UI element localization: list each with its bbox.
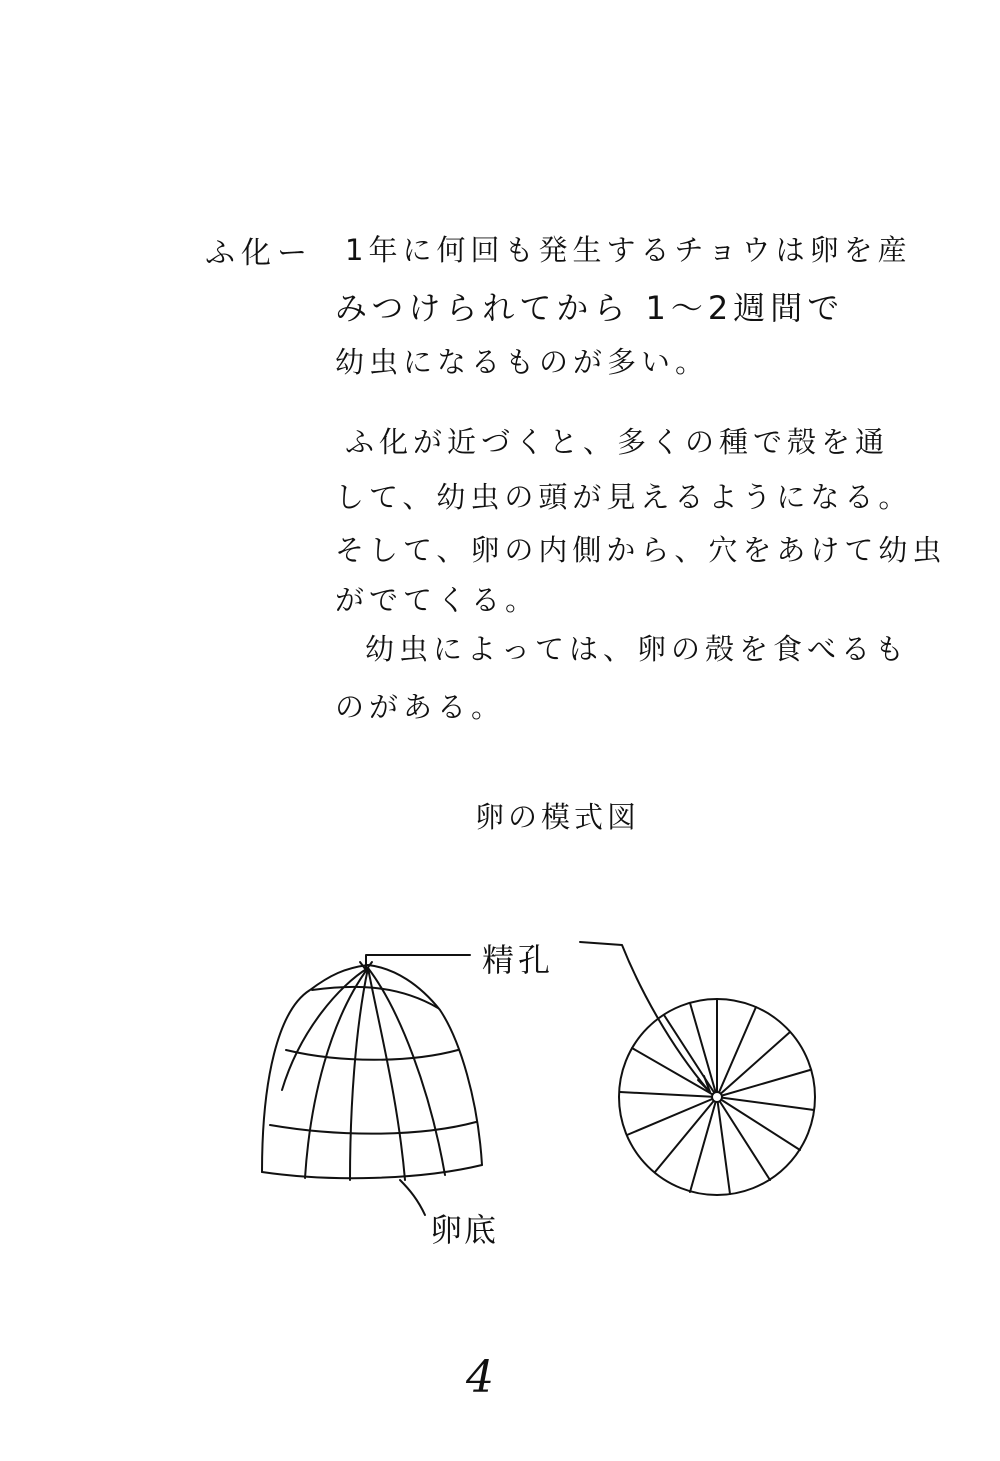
- page-number: 4: [466, 1352, 494, 1403]
- paragraph-line-6: そして、卵の内側から、穴をあけて幼虫: [335, 533, 947, 567]
- paragraph-line-4: ふ化が近づくと、多くの種で殻を通: [345, 425, 890, 459]
- micropyle-leader-side: [366, 955, 470, 968]
- section-heading: ふ化ー: [205, 236, 313, 271]
- micropyle-label: 精孔: [482, 941, 555, 979]
- egg-vertical-rib: [305, 968, 368, 1178]
- egg-vertical-rib: [368, 968, 405, 1180]
- egg-base-edge: [262, 1165, 482, 1178]
- base-leader: [400, 1180, 425, 1215]
- paragraph-line-3: 幼虫になるものが多い。: [335, 345, 710, 379]
- egg-horizontal-rib: [286, 1050, 458, 1060]
- egg-base-label: 卵底: [430, 1211, 499, 1249]
- paragraph-line-2: みつけられてから 1〜2週間で: [335, 289, 845, 327]
- figure-title: 卵の模式図: [475, 800, 641, 834]
- egg-horizontal-rib: [270, 1122, 476, 1134]
- paragraph-line-5: して、幼虫の頭が見えるようになる。: [335, 480, 913, 514]
- egg-vertical-rib: [350, 968, 368, 1180]
- paragraph-line-9: のがある。: [335, 690, 506, 724]
- egg-vertical-rib: [368, 968, 445, 1175]
- micropyle-center: [712, 1092, 722, 1102]
- egg-side-outline: [262, 965, 482, 1172]
- paragraph-line-8: 幼虫によっては、卵の殻を食べるも: [365, 632, 910, 666]
- micropyle-leader-top: [580, 942, 708, 1090]
- paragraph-line-1: 1年に何回も発生するチョウは卵を産: [345, 233, 912, 267]
- paragraph-line-7: がでてくる。: [335, 583, 540, 617]
